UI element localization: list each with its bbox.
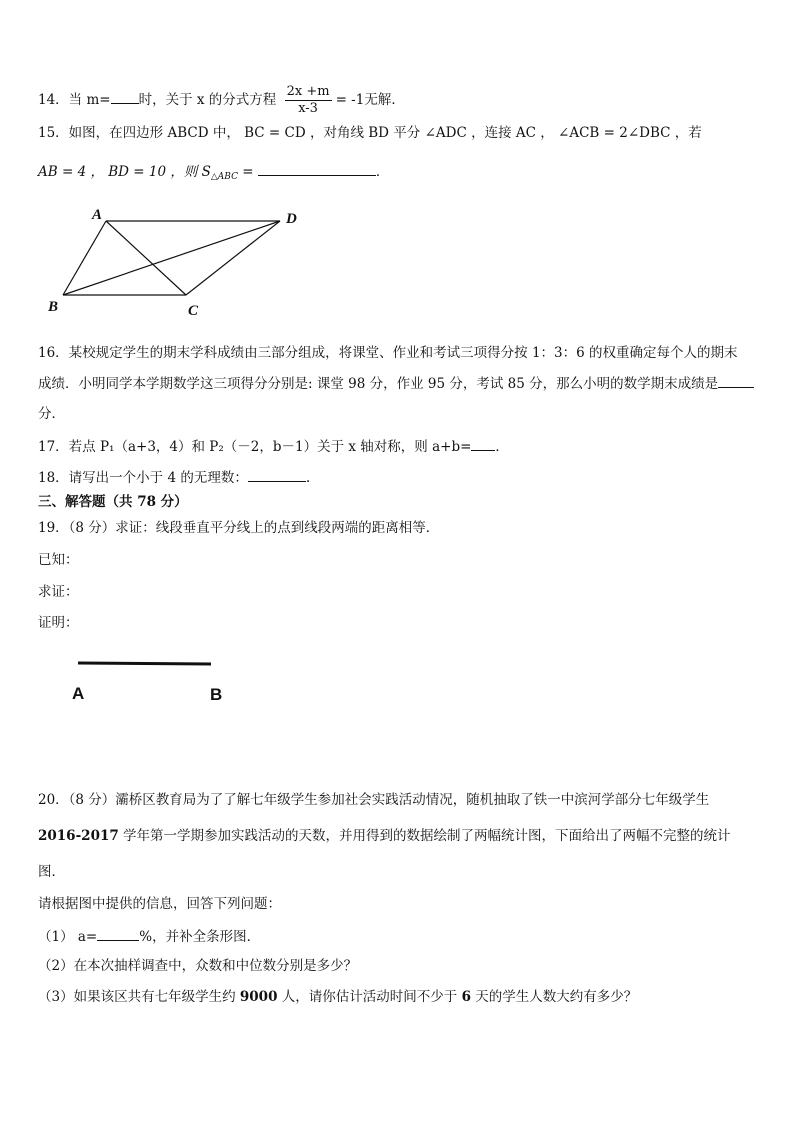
q20-part1-blank[interactable]	[97, 926, 139, 941]
q14-middle: 时，关于 x 的分式方程	[138, 92, 277, 108]
q16-line2-text: 成绩．小明同学本学期数学这三项得分分别是: 课堂 98 分，作业 95 分，考试 85 分，那么小明的数学期末成绩是	[38, 376, 719, 392]
vertex-label-a: A	[92, 207, 103, 223]
question-20-part1	[38, 926, 764, 947]
diagonal-ac	[106, 221, 186, 295]
q20-part3-b: 人，请你估计活动时间不少于	[277, 989, 462, 1005]
question-20-line1: 20．（8 分）灞桥区教育局为了了解七年级学生参加社会实践活动情况，随机抽取了铁一中滨河学部分七年级学生	[38, 792, 710, 808]
question-20-instructions: 请根据图中提供的信息，回答下列问题：	[38, 896, 281, 912]
q15-line2-prefix: AB = 4 ， BD = 10 ，则 S	[38, 164, 211, 180]
question-20-part3	[38, 987, 764, 1007]
segment-label-b: B	[210, 685, 223, 704]
question-16-line3: 分．	[38, 406, 65, 422]
question-15-line1: 15．如图，在四边形 ABCD 中， BC = CD ，对角线 BD 平分 ∠ADC ，连接 AC ， ∠ACB = 2∠DBC ，若	[38, 125, 702, 141]
q14-fraction	[285, 84, 332, 117]
vertex-label-b: B	[48, 299, 59, 315]
segment-ab	[63, 221, 106, 295]
question-16-line2	[38, 373, 764, 394]
question-17	[38, 436, 764, 457]
q20-part3-a: （3）如果该区共有七年级学生约	[38, 989, 240, 1005]
question-16-line1: 16．某校规定学生的期末学科成绩由三部分组成，将课堂、作业和考试三项得分按 1：3：6 的权重确定每个人的期末	[38, 345, 738, 361]
question-20-line3: 图．	[38, 864, 65, 880]
segment-label-a: A	[72, 684, 85, 703]
segment-ab-figure	[66, 656, 236, 708]
q14-denominator: x-3	[298, 101, 318, 116]
q16-blank[interactable]	[718, 373, 754, 388]
question-20-part2: （2）在本次抽样调查中，众数和中位数分别是多少？	[38, 958, 358, 974]
q14-blank[interactable]	[111, 89, 139, 104]
question-19: 19．（8 分）求证：线段垂直平分线上的点到线段两端的距离相等．	[38, 520, 440, 536]
q18-text: 18．请写出一个小于 4 的无理数：	[38, 470, 248, 486]
q18-end: .	[305, 470, 311, 486]
q18-blank[interactable]	[248, 467, 306, 482]
diagonal-bd	[63, 221, 280, 295]
question-20-line2	[38, 826, 764, 846]
vertex-label-d: D	[286, 211, 297, 227]
q17-end: ．	[495, 439, 509, 455]
quadrilateral-figure	[40, 204, 310, 320]
q20-part1-prefix: （1） a=	[38, 929, 98, 945]
segment-cd	[186, 221, 280, 295]
question-14	[38, 84, 764, 117]
q15-line2-eq: =	[237, 164, 258, 180]
question-15-line2	[38, 161, 764, 187]
vertex-label-c: C	[188, 303, 199, 319]
q17-text: 17．若点 P₁（a+3，4）和 P₂（－2，b－1）关于 x 轴对称，则 a+b=	[38, 439, 472, 455]
q20-school-year: 2016-2017	[38, 828, 119, 844]
q20-part3-c: 天的学生人数大约有多少？	[470, 989, 638, 1005]
segment-ab-line	[78, 663, 211, 664]
q15-blank[interactable]	[258, 161, 376, 176]
q15-line2-sub: △ABC	[210, 172, 238, 182]
q19-prove-label: 求证：	[38, 584, 79, 600]
q17-blank[interactable]	[471, 436, 495, 451]
section-3-title: 三、解答题（共 78 分）	[38, 494, 188, 510]
q14-suffix: = -1无解．	[335, 92, 405, 108]
q14-prefix: 14．当 m=	[38, 92, 111, 108]
q19-known-label: 已知：	[38, 552, 79, 568]
q19-proof-label: 证明：	[38, 615, 79, 631]
q15-line2-end: ．	[375, 164, 390, 180]
q20-part1-suffix: %，并补全条形图．	[139, 929, 261, 945]
q20-part3-count: 9000	[239, 989, 278, 1005]
question-18	[38, 467, 764, 488]
q20-line2-rest: 学年第一学期参加实践活动的天数，并用得到的数据绘制了两幅统计图，下面给出了两幅不完整的统计	[118, 828, 731, 844]
q14-numerator: 2x +m	[286, 84, 330, 99]
q20-part3-days: 6	[461, 989, 471, 1005]
